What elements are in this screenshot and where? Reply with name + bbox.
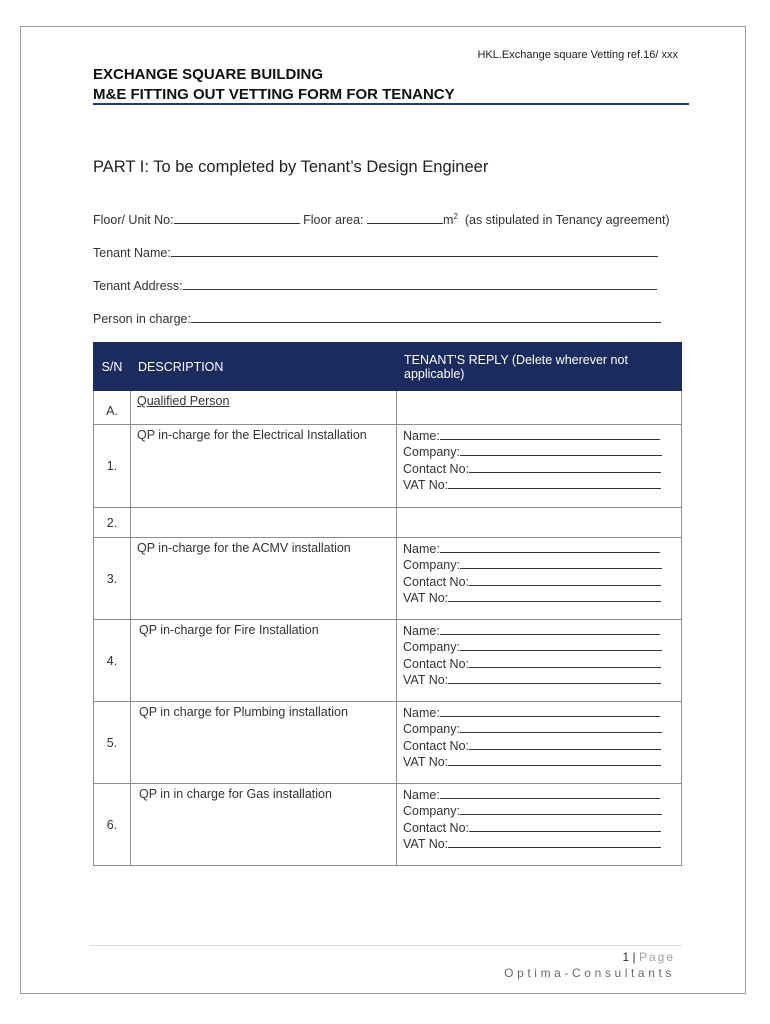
row-reply: [397, 538, 682, 620]
part-heading: PART I: To be completed by Tenant’s Design Engineer: [93, 158, 489, 176]
page-number: [622, 950, 675, 964]
floor-unit-label: Floor/ Unit No:: [93, 213, 174, 228]
tenant-name-row: [93, 245, 658, 260]
vat-line[interactable]: VAT No:: [403, 590, 675, 606]
row-reply: [397, 425, 682, 508]
tenant-name-input[interactable]: [171, 245, 658, 257]
company-line[interactable]: Company:: [403, 803, 675, 819]
row-reply: [397, 391, 682, 425]
vat-line[interactable]: VAT No:: [403, 836, 675, 852]
vat-line[interactable]: VAT No:: [403, 672, 675, 688]
floor-unit-input[interactable]: [174, 212, 300, 224]
footer-rule: [90, 945, 682, 946]
name-line[interactable]: Name:: [403, 787, 675, 803]
row-description: QP in-charge for the ACMV installation: [131, 538, 397, 620]
header-sn: S/N: [94, 343, 131, 391]
header-reply: TENANT’S REPLY (Delete wherever not applicable): [397, 343, 682, 391]
consultant-name: Optima-Consultants: [504, 966, 675, 980]
table-row: [94, 784, 682, 866]
qualified-person-heading: Qualified Person: [137, 394, 230, 408]
row-sn: 3.: [94, 538, 131, 620]
page-separator: |: [629, 950, 639, 964]
row-sn: 1.: [94, 425, 131, 508]
row-sn: 6.: [94, 784, 131, 866]
table-row: [94, 391, 682, 425]
page-number-value: 1: [622, 950, 630, 964]
row-description: [131, 391, 397, 425]
person-in-charge-row: [93, 311, 661, 326]
vat-line[interactable]: VAT No:: [403, 477, 675, 493]
row-description: QP in-charge for the Electrical Installation: [131, 425, 397, 508]
form-title: [93, 65, 689, 105]
reference-number: HKL.Exchange square Vetting ref.16/ xxx: [477, 49, 678, 61]
unit-superscript: 2: [453, 212, 458, 221]
page-word: Page: [638, 950, 675, 964]
row-description: QP in in charge for Gas installation: [131, 784, 397, 866]
table-row: [94, 702, 682, 784]
table-row: [94, 620, 682, 702]
table-row: [94, 538, 682, 620]
name-line[interactable]: Name:: [403, 541, 675, 557]
contact-line[interactable]: Contact No:: [403, 820, 675, 836]
row-reply: [397, 702, 682, 784]
header-description: DESCRIPTION: [131, 343, 397, 391]
row-reply: [397, 620, 682, 702]
row-sn: 5.: [94, 702, 131, 784]
name-line[interactable]: Name:: [403, 623, 675, 639]
company-line[interactable]: Company:: [403, 639, 675, 655]
row-description: QP in-charge for Fire Installation: [131, 620, 397, 702]
vat-line[interactable]: VAT No:: [403, 754, 675, 770]
name-line[interactable]: Name:: [403, 705, 675, 721]
tenant-address-label: Tenant Address:: [93, 279, 183, 293]
row-sn: 2.: [94, 508, 131, 538]
contact-line[interactable]: Contact No:: [403, 461, 675, 477]
row-reply: [397, 784, 682, 866]
row-reply: [397, 508, 682, 538]
floor-area-input[interactable]: [367, 212, 443, 224]
contact-line[interactable]: Contact No:: [403, 656, 675, 672]
company-line[interactable]: Company:: [403, 557, 675, 573]
tenant-name-label: Tenant Name:: [93, 246, 171, 260]
tenant-address-input[interactable]: [183, 278, 657, 290]
person-in-charge-input[interactable]: [191, 311, 661, 323]
row-sn: 4.: [94, 620, 131, 702]
row-description: QP in charge for Plumbing installation: [131, 702, 397, 784]
floor-area-note: (as stipulated in Tenancy agreement): [464, 213, 670, 228]
floor-area-label: Floor area:: [303, 213, 364, 228]
name-line[interactable]: Name:: [403, 428, 675, 444]
contact-line[interactable]: Contact No:: [403, 574, 675, 590]
table-header-row: [94, 343, 682, 391]
row-sn: A.: [94, 391, 131, 425]
table-row: [94, 508, 682, 538]
person-in-charge-label: Person in charge:: [93, 312, 191, 326]
title-line-2: M&E FITTING OUT VETTING FORM FOR TENANCY: [93, 86, 455, 103]
title-line-1: EXCHANGE SQUARE BUILDING: [93, 66, 324, 83]
company-line[interactable]: Company:: [403, 721, 675, 737]
floor-row: [93, 212, 670, 227]
qualified-person-table: [93, 342, 682, 866]
title-underline: [93, 103, 689, 105]
unit-m: m: [443, 213, 454, 228]
tenant-address-row: [93, 278, 657, 293]
contact-line[interactable]: Contact No:: [403, 738, 675, 754]
company-line[interactable]: Company:: [403, 444, 675, 460]
table-row: [94, 425, 682, 508]
row-description: [131, 508, 397, 538]
